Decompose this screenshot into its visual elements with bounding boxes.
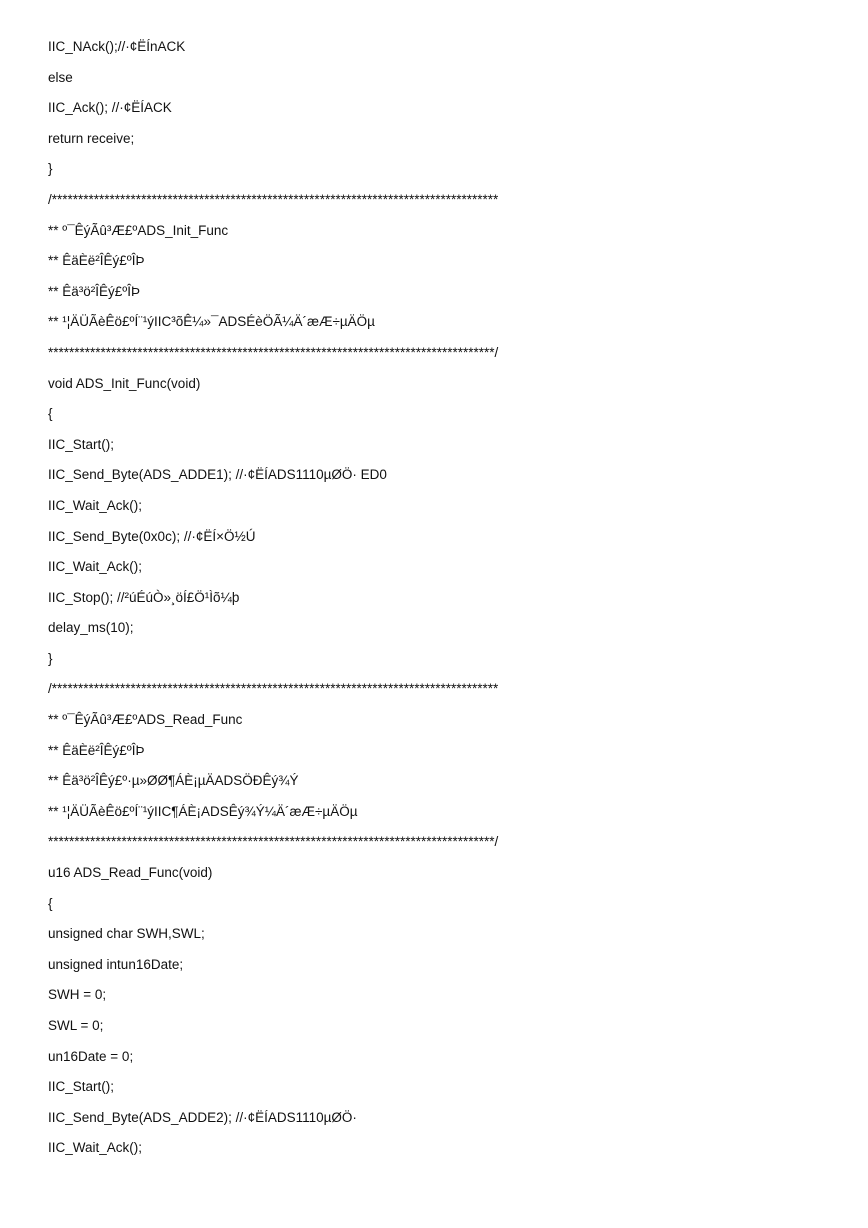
- code-line: unsigned char SWH,SWL;: [48, 926, 205, 942]
- code-line: ** Êä³ö²ÎÊý£º·µ»ØØ¶ÁÈ¡µÄADSÖÐÊý¾Ý: [48, 773, 299, 789]
- code-line: IIC_Wait_Ack();: [48, 497, 143, 513]
- code-line: IIC_NAck();//·¢ËÍnACK: [48, 39, 186, 54]
- code-line: return receive;: [48, 130, 135, 146]
- code-line: {: [48, 406, 53, 422]
- code-line: ** º¯ÊýÃû³Æ£ºADS_Read_Func: [48, 712, 243, 728]
- comment-divider: *************************************************************************************/: [48, 834, 499, 850]
- comment-divider: /*************************************************************************************: [48, 191, 499, 207]
- code-line: ** ÊäÈë²ÎÊý£ºÎÞ: [48, 742, 145, 758]
- code-line: ** Êä³ö²ÎÊý£ºÎÞ: [48, 283, 140, 299]
- code-line: SWH = 0;: [48, 987, 107, 1003]
- code-line: }: [48, 650, 53, 666]
- code-line: delay_ms(10);: [48, 620, 134, 636]
- code-line: IIC_Send_Byte(ADS_ADDE1); //·¢ËÍADS1110µØÖ· ED0: [48, 467, 387, 483]
- code-listing: [48, 37, 498, 1169]
- code-line: IIC_Start();: [48, 436, 115, 452]
- code-line: IIC_Ack(); //·¢ËÍACK: [48, 100, 172, 116]
- code-line: un16Date = 0;: [48, 1048, 134, 1064]
- code-line: ** ¹¦ÄÜÃèÊö£ºÍ¨¹ýIIC¶ÁÈ¡ADSÊý¾Ý¼Ä´æÆ÷µÄÖµ: [48, 803, 358, 819]
- code-line: unsigned intun16Date;: [48, 956, 184, 972]
- code-line: ** ÊäÈë²ÎÊý£ºÎÞ: [48, 253, 145, 269]
- code-line: u16 ADS_Read_Func(void): [48, 865, 213, 881]
- code-line: IIC_Stop(); //²úÉúÒ»¸öÍ£Ö¹Ìõ¼þ: [48, 589, 240, 605]
- code-line: IIC_Start();: [48, 1079, 115, 1095]
- code-line: ** º¯ÊýÃû³Æ£ºADS_Init_Func: [48, 222, 229, 238]
- code-line: {: [48, 895, 53, 911]
- code-line: IIC_Send_Byte(0x0c); //·¢ËÍ×Ö½Ú: [48, 528, 256, 544]
- comment-divider: /*************************************************************************************: [48, 681, 499, 697]
- code-line: IIC_Wait_Ack();: [48, 1140, 143, 1156]
- code-line: IIC_Send_Byte(ADS_ADDE2); //·¢ËÍADS1110µØÖ·: [48, 1109, 357, 1125]
- code-line: IIC_Wait_Ack();: [48, 559, 143, 575]
- code-line: }: [48, 161, 53, 177]
- code-line: else: [48, 69, 73, 85]
- code-line: void ADS_Init_Func(void): [48, 375, 201, 391]
- code-line: ** ¹¦ÄÜÃèÊö£ºÍ¨¹ýIIC³õÊ¼»¯ADSÉèÖÃ¼Ä´æÆ÷µÄÖµ: [48, 314, 375, 330]
- code-line: SWL = 0;: [48, 1018, 104, 1033]
- comment-divider: *************************************************************************************/: [48, 344, 499, 360]
